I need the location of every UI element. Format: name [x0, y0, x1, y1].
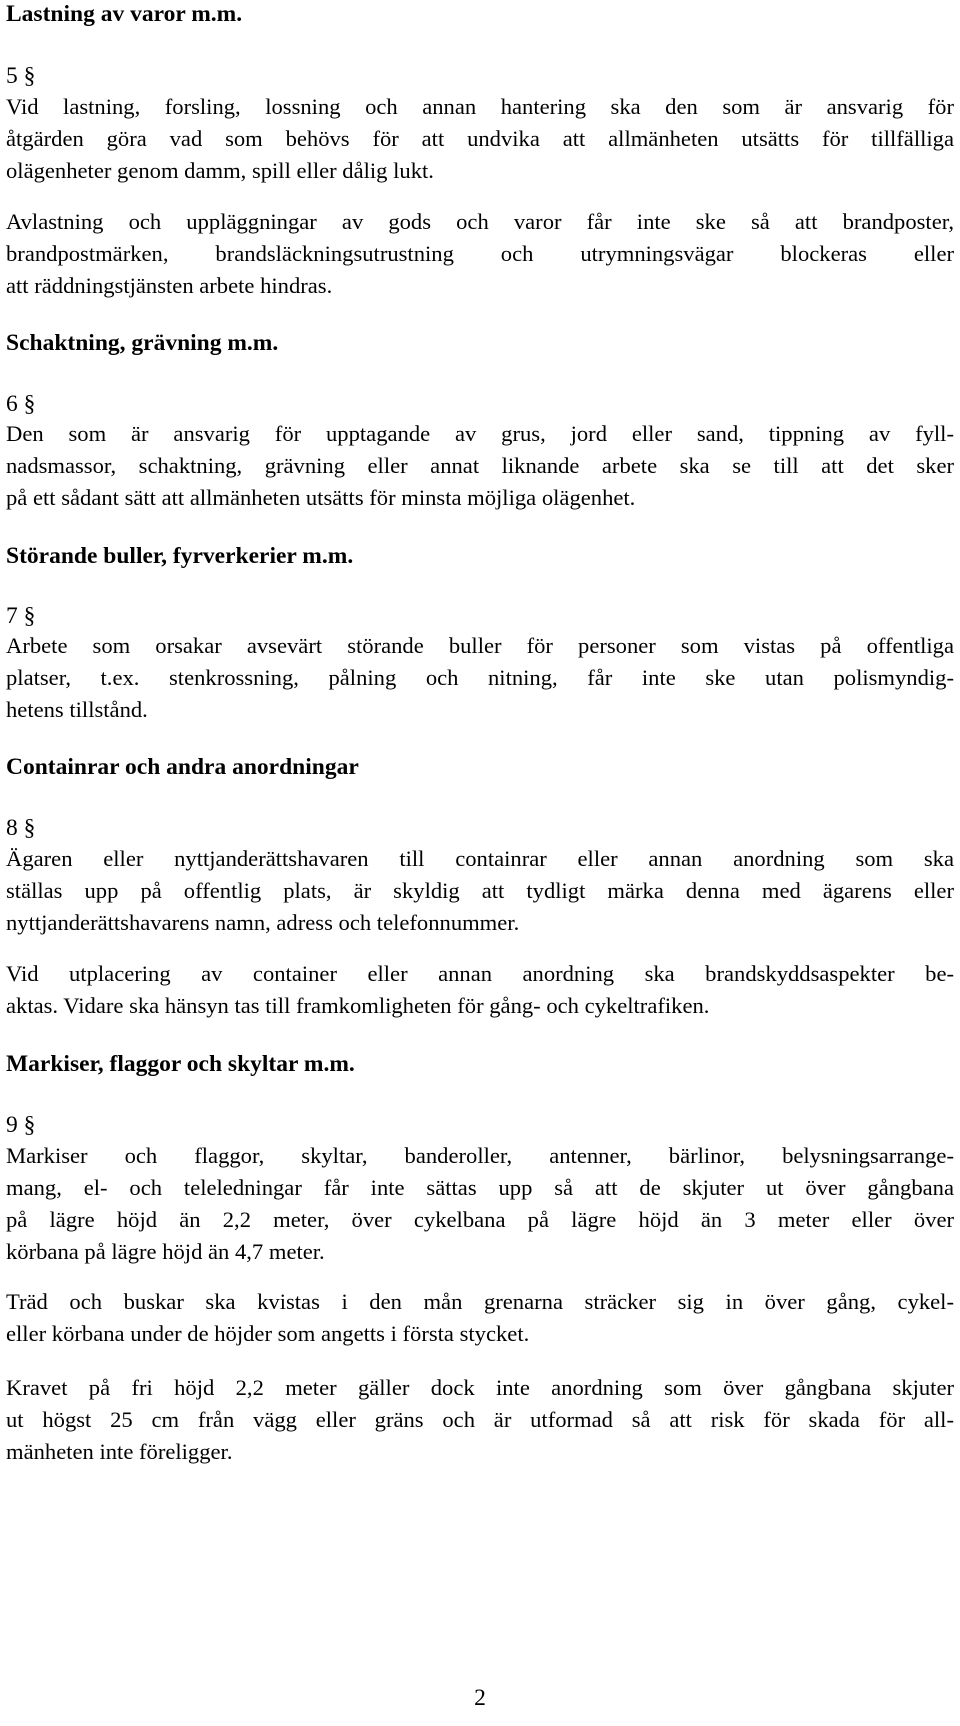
section-number: 9 §: [6, 1112, 36, 1138]
text-line: hetens tillstånd.: [6, 697, 148, 722]
body-paragraph: [6, 1140, 954, 1268]
body-paragraph: [6, 958, 954, 1022]
section-heading: Lastning av varor m.m.: [6, 1, 243, 27]
section-number: 5 §: [6, 63, 36, 89]
text-line: körbana på lägre höjd än 4,7 meter.: [6, 1239, 325, 1264]
text-line: att räddningstjänsten arbete hindras.: [6, 273, 333, 298]
section-heading: Störande buller, fyrverkerier m.m.: [6, 543, 354, 569]
section-heading: Markiser, flaggor och skyltar m.m.: [6, 1051, 355, 1077]
text-line: aktas. Vidare ska hänsyn tas till framkomligheten för gång- och cykeltrafiken.: [6, 993, 710, 1018]
section-number: 7 §: [6, 603, 36, 629]
body-paragraph: [6, 418, 954, 514]
text-line: mänheten inte föreligger.: [6, 1439, 233, 1464]
text-line: platser, t.ex. stenkrossning, pålning och nitning, får inte ske utan polismyndig-: [6, 665, 954, 690]
text-line: Markiser och flaggor, skyltar, banderoller, antenner, bärlinor, belysningsarrange-: [6, 1143, 954, 1168]
section-heading: Containrar och andra anordningar: [6, 754, 359, 780]
text-line: Arbete som orsakar avsevärt störande buller för personer som vistas på offentliga: [6, 633, 954, 658]
text-line: på lägre höjd än 2,2 meter, över cykelbana på lägre höjd än 3 meter eller över: [6, 1207, 954, 1232]
text-line: nadsmassor, schaktning, grävning eller annat liknande arbete ska se till att det sker: [6, 453, 954, 478]
text-line: Kravet på fri höjd 2,2 meter gäller dock inte anordning som över gångbana skjuter: [6, 1375, 954, 1400]
text-line: Träd och buskar ska kvistas i den mån grenarna sträcker sig in över gång, cykel-: [6, 1289, 954, 1314]
page-number: 2: [474, 1685, 486, 1711]
section-heading: Schaktning, grävning m.m.: [6, 330, 279, 356]
text-line: Vid lastning, forsling, lossning och annan hantering ska den som är ansvarig för: [6, 94, 954, 119]
body-paragraph: [6, 1372, 954, 1468]
text-line: Avlastning och uppläggningar av gods och varor får inte ske så att brandposter,: [6, 209, 954, 234]
text-line: åtgärden göra vad som behövs för att undvika att allmänheten utsätts för tillfälliga: [6, 126, 954, 151]
text-line: mang, el- och teleledningar får inte sättas upp så att de skjuter ut över gångbana: [6, 1175, 954, 1200]
section-number: 6 §: [6, 391, 36, 417]
text-line: ut högst 25 cm från vägg eller gräns och är utformad så att risk för skada för all-: [6, 1407, 954, 1432]
text-line: olägenheter genom damm, spill eller dålig lukt.: [6, 158, 434, 183]
text-line: ställas upp på offentlig plats, är skyldig att tydligt märka denna med ägarens eller: [6, 878, 954, 903]
text-line: Den som är ansvarig för upptagande av grus, jord eller sand, tippning av fyll-: [6, 421, 954, 446]
text-line: på ett sådant sätt att allmänheten utsätts för minsta möjliga olägenhet.: [6, 485, 636, 510]
body-paragraph: [6, 843, 954, 939]
body-paragraph: [6, 206, 954, 302]
text-line: brandpostmärken, brandsläckningsutrustning och utrymningsvägar blockeras eller: [6, 241, 954, 266]
body-paragraph: [6, 630, 954, 726]
text-line: nyttjanderättshavarens namn, adress och telefonnummer.: [6, 910, 520, 935]
section-number: 8 §: [6, 815, 36, 841]
text-line: Ägaren eller nyttjanderättshavaren till containrar eller annan anordning som ska: [6, 846, 954, 871]
text-line: Vid utplacering av container eller annan anordning ska brandskyddsaspekter be-: [6, 961, 954, 986]
body-paragraph: [6, 1286, 954, 1350]
body-paragraph: [6, 91, 954, 187]
text-line: eller körbana under de höjder som angetts i första stycket.: [6, 1321, 530, 1346]
